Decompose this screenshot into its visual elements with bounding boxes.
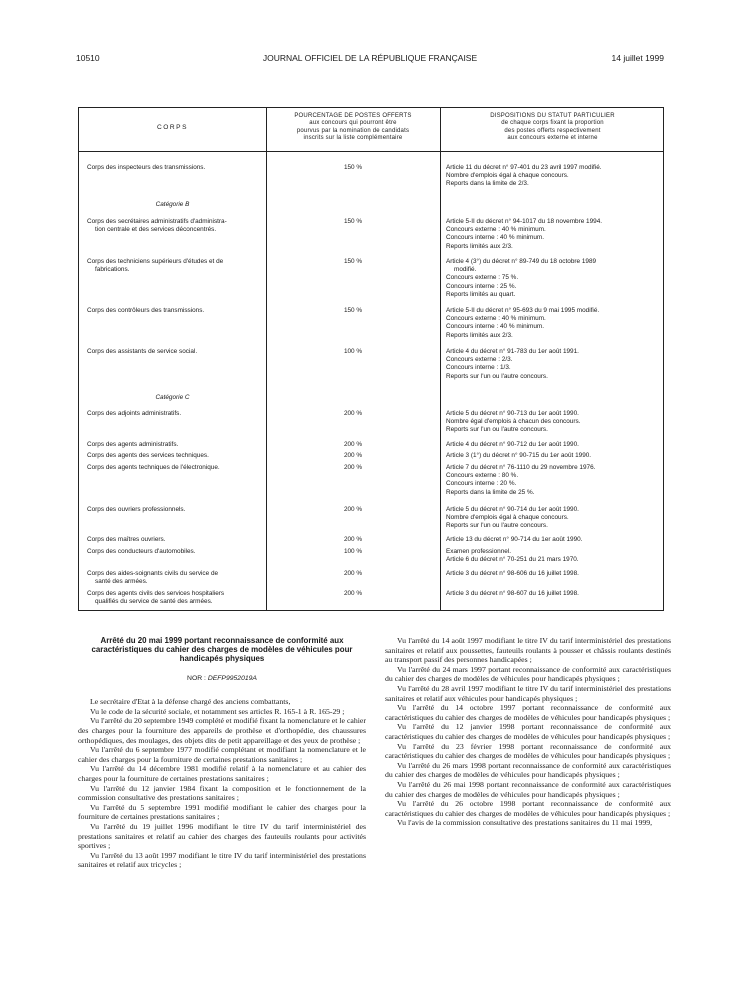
corps-cell: Corps des agents civils des services hospitaliers qualifiés du service de santé des armées. xyxy=(87,590,225,606)
corps-cell: Corps des aides-soignants civils du service de santé des armées. xyxy=(87,570,219,586)
dispositions-cell: Article 3 du décret n° 98-607 du 16 juillet 1998. xyxy=(446,590,579,597)
decree-paragraph: Vu l'arrêté du 12 janvier 1998 portant reconnaissance de conformité aux caractéristiques du cahier des charges de modèles de véhicules pour handicapés physiques ; xyxy=(385,722,671,741)
percentage-cell: 150 % xyxy=(343,164,363,171)
dispositions-cell: Article 7 du décret n° 76-1110 du 29 novembre 1976. Concours externe : 80 %. Concours interne : 20 %. Reports dans la limite de 25 %. xyxy=(446,464,596,496)
corps-cell: Corps des assistants de service social. xyxy=(87,348,198,355)
decree-column-right xyxy=(385,636,671,828)
percentage-cell: 200 % xyxy=(343,570,363,577)
decree-paragraph: Vu l'arrêté du 24 mars 1997 portant reconnaissance de conformité aux caractéristiques du cahier des charges de modèles de véhicules pour handicapés physiques ; xyxy=(385,664,671,684)
decree-paragraph: Vu l'arrêté du 26 octobre 1998 portant reconnaissance de conformité aux caractéristiques du cahier des charges de modèles de véhicules pour handicapés physiques ; xyxy=(385,799,671,818)
percentage-cell: 200 % xyxy=(343,464,363,471)
decree-paragraph: Vu l'arrêté du 26 mars 1998 portant reconnaissance de conformité aux caractéristiques du cahier des charges de modèles de véhicules pour handicapés physiques ; xyxy=(385,760,671,780)
column-divider xyxy=(440,108,441,610)
percentage-cell: 150 % xyxy=(343,307,363,314)
percentage-cell: 200 % xyxy=(343,590,363,597)
decree-paragraph: Vu l'arrêté du 23 février 1998 portant reconnaissance de conformité aux caractéristiques du cahier des charges de modèles de véhicules pour handicapés physiques ; xyxy=(385,741,671,761)
percentage-cell: 100 % xyxy=(343,348,363,355)
decree-body-left xyxy=(78,697,366,870)
percentage-cell: 150 % xyxy=(343,258,363,265)
decree-paragraph: Vu l'arrêté du 19 juillet 1996 modifiant le titre IV du tarif interministériel des prestations sanitaires et relatif au cahier des charges des fauteuils roulants pour activités sportives ; xyxy=(78,821,366,851)
corps-cell: Corps des techniciens supérieurs d'études et de fabrications. xyxy=(87,258,224,274)
decree-paragraph: Vu l'arrêté du 20 septembre 1949 complété et modifié fixant la nomenclature et le cahier des charges pour la fourniture des appareils de prothèse et d'orthopédie, des chaussures orthopédiques, des moulages, des objets dits de petit appareillage et des yeux de prothèse ; xyxy=(78,716,366,745)
decree-paragraph: Vu l'arrêté du 5 septembre 1991 modifié modifiant le cahier des charges pour la fourniture de certaines prestations sanitaires ; xyxy=(78,802,366,822)
decree-paragraph: Le secrétaire d'Etat à la défense chargé des anciens combattants, xyxy=(90,697,291,707)
dispositions-cell: Examen professionnel. Article 6 du décret n° 70-251 du 21 mars 1970. xyxy=(446,548,579,564)
column-header-corps: CORPS xyxy=(157,124,188,131)
dispositions-cell: Article 4 du décret n° 90-712 du 1er août 1990. xyxy=(446,441,579,448)
decree-title: Arrêté du 20 mai 1999 portant reconnaissance de conformité aux caractéristiques du cahier des charges de modèles de véhicules pour handicapés physiques xyxy=(91,636,353,664)
category-heading: Catégorie C xyxy=(155,394,190,401)
corps-cell: Corps des agents techniques de l'électronique. xyxy=(87,464,220,471)
corps-cell: Corps des agents des services techniques. xyxy=(87,452,209,459)
category-heading: Catégorie B xyxy=(155,201,190,208)
corps-cell: Corps des secrétaires administratifs d'administra- tion centrale et des services déconcentrés. xyxy=(87,218,227,234)
header-divider xyxy=(79,151,663,152)
corps-table xyxy=(78,107,664,611)
decree-paragraph: Vu l'avis de la commission consultative des prestations sanitaires du 11 mai 1999, xyxy=(397,818,653,828)
dispositions-cell: Article 4 du décret n° 91-783 du 1er août 1991. Concours externe : 2/3. Concours interne : 1/3. Reports sur l'un ou l'autre concours. xyxy=(446,348,579,380)
issue-date: 14 juillet 1999 xyxy=(611,53,664,63)
dispositions-cell: Article 13 du décret n° 90-714 du 1er août 1990. xyxy=(446,536,583,543)
decree-paragraph: Vu l'arrêté du 6 septembre 1977 modifié complétant et modifiant la nomenclature et le cahier des charges pour la fourniture de certaines prestations sanitaires ; xyxy=(78,745,366,764)
column-divider xyxy=(266,108,267,610)
percentage-cell: 200 % xyxy=(343,452,363,459)
page-header xyxy=(76,53,664,67)
corps-cell: Corps des agents administratifs. xyxy=(87,441,179,448)
dispositions-cell: Article 5-II du décret n° 95-693 du 9 mai 1995 modifié. Concours externe : 40 % minimum. Concours interne : 40 % minimum. Reports limités aux 2/3. xyxy=(446,307,600,339)
corps-cell: Corps des contrôleurs des transmissions. xyxy=(87,307,205,314)
decree-body-right xyxy=(385,636,671,828)
journal-title: JOURNAL OFFICIEL DE LA RÉPUBLIQUE FRANÇAISE xyxy=(262,53,478,63)
dispositions-cell: Article 4 (3°) du décret n° 89-749 du 18 octobre 1989 modifié. Concours externe : 75 %. Concours interne : 25 %. Reports limités au quart. xyxy=(446,258,597,298)
corps-cell: Corps des adjoints administratifs. xyxy=(87,410,182,417)
dispositions-cell: Article 5 du décret n° 90-714 du 1er août 1990. Nombre d'emplois égal à chaque concours. Reports sur l'un ou l'autre concours. xyxy=(446,506,579,530)
dispositions-cell: Article 5 du décret n° 90-713 du 1er août 1990. Nombre égal d'emplois à chacun des concours. Reports sur l'un ou l'autre concours. xyxy=(446,410,581,434)
column-header-dispositions: DISPOSITIONS DU STATUT PARTICULIER de chaque corps fixant la proportion des postes offerts respectivement aux concours externe et interne xyxy=(490,113,615,142)
corps-cell: Corps des conducteurs d'automobiles. xyxy=(87,548,196,555)
decree-paragraph: Vu l'arrêté du 28 avril 1997 modifiant le titre IV du tarif interministériel des prestations sanitaires et relatif aux véhicules pour handicapés physiques ; xyxy=(385,683,671,703)
percentage-cell: 150 % xyxy=(343,218,363,225)
nor-code: DEFP9952019A xyxy=(207,674,257,682)
decree-paragraph: Vu l'arrêté du 12 janvier 1984 fixant la composition et le fonctionnement de la commission consultative des prestations sanitaires ; xyxy=(78,783,366,803)
column-header-percentage: POURCENTAGE DE POSTES OFFERTS aux concours qui pourront être pourvus par la nomination de candidats inscrits sur la liste complémentaire xyxy=(294,113,412,142)
decree-paragraph: Vu l'arrêté du 14 décembre 1981 modifié relatif à la nomenclature et au cahier des charges pour la fourniture de certaines prestations sanitaires ; xyxy=(78,764,366,783)
percentage-cell: 200 % xyxy=(343,506,363,513)
percentage-cell: 100 % xyxy=(343,548,363,555)
decree-paragraph: Vu l'arrêté du 14 août 1997 modifiant le titre IV du tarif interministériel des prestations sanitaires et relatif aux poussettes, fauteuils roulants à pousser et châssis roulants destinés au transport passif des personnes handicapées ; xyxy=(385,636,671,665)
percentage-cell: 200 % xyxy=(343,441,363,448)
nor-reference xyxy=(78,674,366,684)
decree-paragraph: Vu l'arrêté du 14 octobre 1997 portant reconnaissance de conformité aux caractéristiques du cahier des charges de modèles de véhicules pour handicapés physiques ; xyxy=(385,703,671,722)
dispositions-cell: Article 3 (1°) du décret n° 90-715 du 1er août 1990. xyxy=(446,452,592,459)
decree-paragraph: Vu l'arrêté du 26 mai 1998 portant reconnaissance de conformité aux caractéristiques du cahier des charges de modèles de véhicules pour handicapés physiques ; xyxy=(385,779,671,799)
dispositions-cell: Article 3 du décret n° 98-606 du 16 juillet 1998. xyxy=(446,570,579,577)
decree-column-left xyxy=(78,636,366,870)
dispositions-cell: Article 11 du décret n° 97-401 du 23 avril 1997 modifié. Nombre d'emplois égal à chaque concours. Reports dans la limite de 2/3. xyxy=(446,164,602,188)
corps-cell: Corps des maîtres ouvriers. xyxy=(87,536,166,543)
page-number: 10510 xyxy=(76,53,100,63)
decree-paragraph: Vu l'arrêté du 13 août 1997 modifiant le titre IV du tarif interministériel des prestations sanitaires et relatif aux tricycles ; xyxy=(78,850,366,870)
corps-cell: Corps des inspecteurs des transmissions. xyxy=(87,164,206,171)
dispositions-cell: Article 5-II du décret n° 94-1017 du 18 novembre 1994. Concours externe : 40 % minimum. Concours interne : 40 % minimum. Reports limités aux 2/3. xyxy=(446,218,603,250)
corps-cell: Corps des ouvriers professionnels. xyxy=(87,506,186,513)
percentage-cell: 200 % xyxy=(343,536,363,543)
decree-paragraph: Vu le code de la sécurité sociale, et notamment ses articles R. 165-1 à R. 165-29 ; xyxy=(90,706,345,716)
nor-label: NOR : xyxy=(187,674,206,682)
percentage-cell: 200 % xyxy=(343,410,363,417)
